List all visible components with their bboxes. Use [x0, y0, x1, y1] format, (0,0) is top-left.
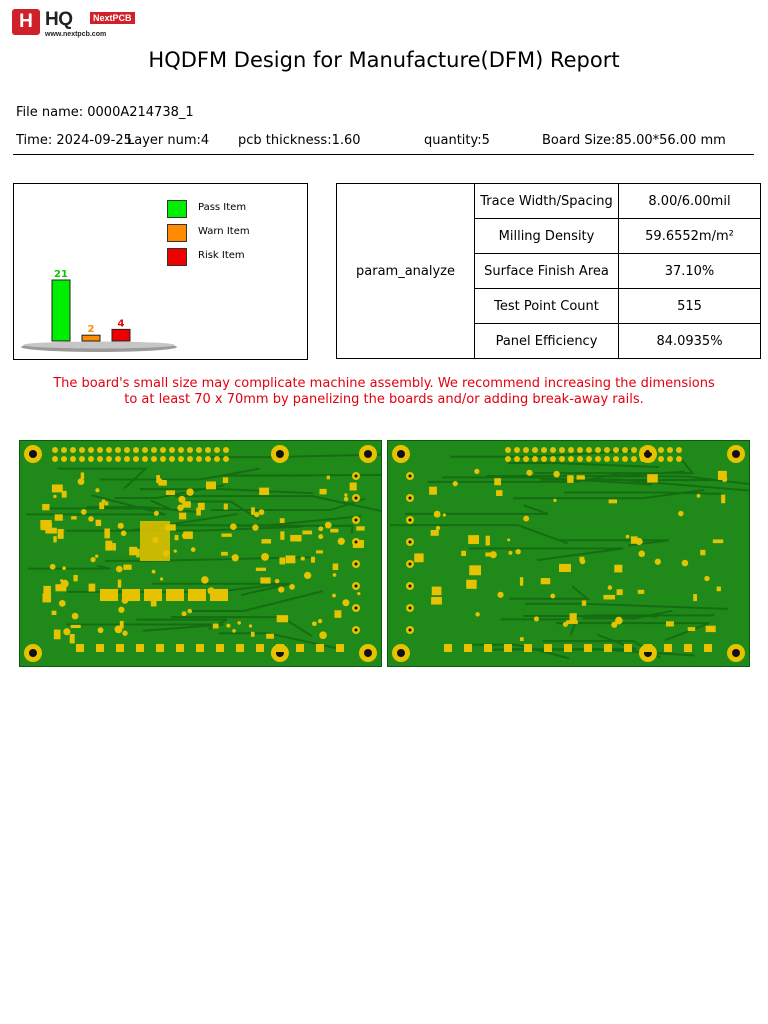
- legend-label: Warn Item: [198, 226, 250, 237]
- chart-base: [23, 342, 175, 349]
- size-warning: [0, 376, 768, 408]
- logo-badge: NextPCB: [90, 12, 135, 24]
- legend-label: Pass Item: [198, 202, 247, 213]
- bar-value-label: 4: [117, 318, 125, 330]
- dfm-result-chart: [13, 183, 308, 360]
- info-quantity: quantity:5: [424, 133, 490, 148]
- info-layer-num: Layer num:4: [127, 133, 210, 148]
- param-value: 84.0935%: [619, 324, 761, 359]
- legend-swatch: [167, 224, 187, 242]
- param-name: Trace Width/Spacing: [475, 184, 619, 219]
- nextpcb-logo: [12, 9, 136, 39]
- legend-swatch: [167, 248, 187, 266]
- warning-line-2: to at least 70 x 70mm by panelizing the boards and/or adding break-away rails.: [124, 392, 644, 407]
- file-name: File name: 0000A214738_1: [16, 105, 194, 120]
- param-group-label: param_analyze: [337, 184, 475, 359]
- param-name: Panel Efficiency: [475, 324, 619, 359]
- bar-warn-item: [82, 335, 100, 341]
- pcb-top-view-image: [19, 440, 382, 667]
- chart-plot: [14, 184, 307, 359]
- param-analyze-table: [336, 183, 761, 359]
- header-divider: [13, 154, 754, 155]
- info-time: Time: 2024-09-25: [16, 133, 132, 148]
- param-value: 515: [619, 289, 761, 324]
- info-pcb-thickness: pcb thickness:1.60: [238, 133, 361, 148]
- logo-brand: HQ: [45, 9, 73, 30]
- info-board-size: Board Size:85.00*56.00 mm: [542, 133, 726, 148]
- bar-pass-item: [52, 280, 70, 341]
- param-value: 8.00/6.00mil: [619, 184, 761, 219]
- param-value: 59.6552m/m²: [619, 219, 761, 254]
- param-name: Surface Finish Area: [475, 254, 619, 289]
- logo-url: www.nextpcb.com: [45, 31, 107, 38]
- param-row: [337, 184, 761, 219]
- legend-label: Risk Item: [198, 250, 245, 261]
- param-name: Milling Density: [475, 219, 619, 254]
- bar-value-label: 2: [87, 324, 95, 336]
- report-title: HQDFM Design for Manufacture(DFM) Report: [148, 48, 620, 72]
- legend-swatch: [167, 200, 187, 218]
- bar-risk-item: [112, 329, 130, 341]
- logo-mark: H: [12, 9, 40, 35]
- param-name: Test Point Count: [475, 289, 619, 324]
- bar-value-label: 21: [54, 269, 68, 280]
- param-value: 37.10%: [619, 254, 761, 289]
- warning-line-1: The board's small size may complicate machine assembly. We recommend increasing the dimensions: [53, 376, 715, 391]
- pcb-bottom-view-image: [387, 440, 750, 667]
